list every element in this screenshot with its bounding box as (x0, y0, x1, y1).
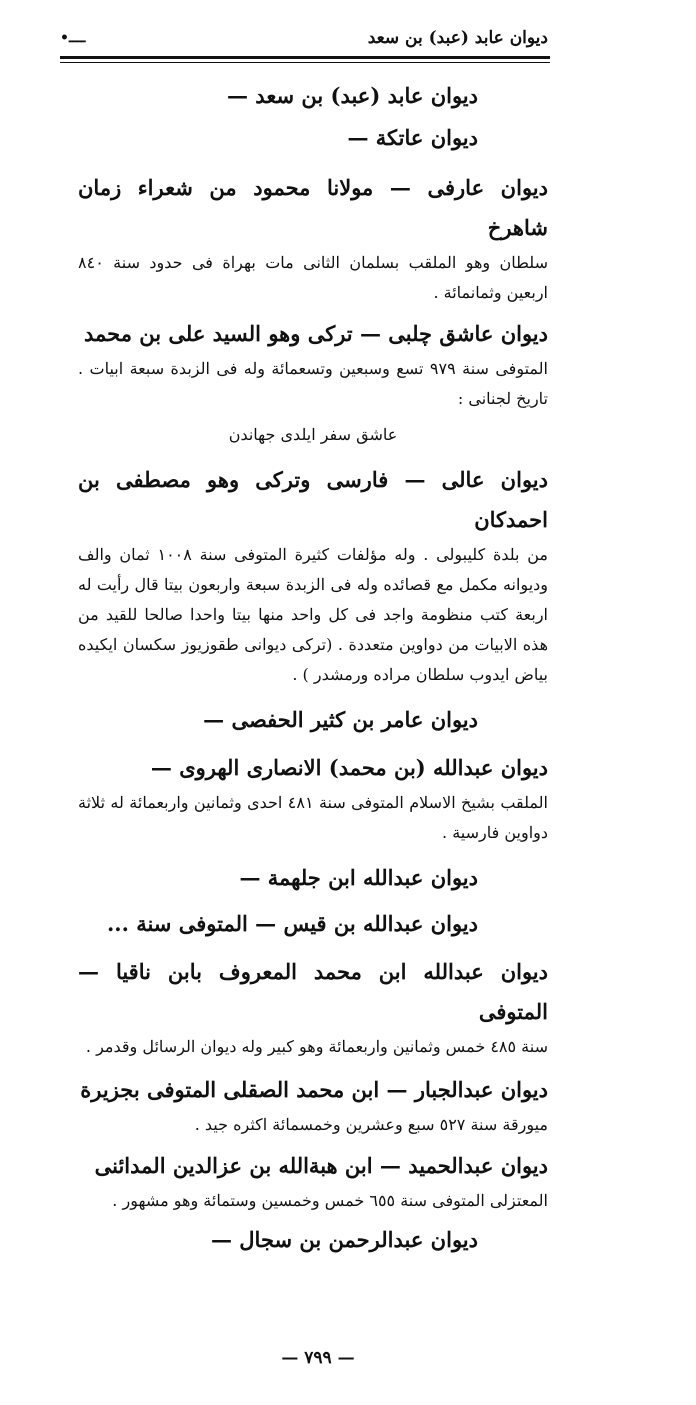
entry-body: ميورقة سنة ٥٢٧ سبع وعشرين وخمسمائة اكثره جيد . (194, 1115, 548, 1134)
entry-title: ديوان عبدالله بن قيس — المتوفى سنة ... (106, 911, 478, 936)
entry-title: ديوان عاتكة — (347, 125, 478, 150)
entry-title: ديوان عبدالرحمن بن سجال — (210, 1227, 478, 1252)
entry-title: ديوان عبدالجبار — ابن محمد الصقلى المتوفى بجزيرة (80, 1077, 548, 1102)
header-title: ديوان عابد (عبد) بن سعد (367, 28, 548, 48)
verse-line: عاشق سفر ايلدى جهاندن (228, 425, 398, 444)
entry-body: سنة ٤٨٥ خمس وثمانين واربعمائة وهو كبير وله ديوان الرسائل وقدمر . (85, 1037, 548, 1056)
entry-body: الملقب بشيخ الاسلام المتوفى سنة ٤٨١ احدى وثمانين واربعمائة له ثلاثة دواوين فارسية . (78, 793, 549, 842)
entry-5 (78, 460, 548, 690)
entry-title: ديوان عبدالله (بن محمد) الانصارى الهروى — (150, 755, 548, 780)
entry-6 (78, 700, 548, 740)
header-rule-thick (60, 56, 550, 59)
entry-8 (78, 858, 548, 898)
entry-title: ديوان عالى — فارسى وتركى وهو مصطفى بن احمدكان (78, 467, 548, 532)
entry-title: ديوان عامر بن كثير الحفصى — (203, 707, 478, 732)
entries-column (78, 76, 548, 1260)
entry-body: المتوفى سنة ٩٧٩ تسع وسبعين وتسعمائة وله فى الزبدة سبعة ابيات . تاريخ لجنانى : (78, 359, 548, 408)
entry-title: ديوان عبدالحميد — ابن هبةالله بن عزالدين المدائنى (94, 1153, 548, 1178)
entry-body: سلطان وهو الملقب بسلمان الثانى مات بهراة فى حدود سنة ٨٤٠ اربعين وثمانمائة . (78, 253, 548, 302)
entry-10 (78, 952, 548, 1062)
entry-11 (78, 1070, 548, 1140)
entry-title: ديوان عابد (عبد) بن سعد — (227, 83, 478, 108)
header-rule-thin (60, 62, 550, 63)
entry-9 (78, 904, 548, 944)
page-number: — ٧٩٩ — (281, 1348, 355, 1368)
entry-1 (78, 76, 548, 116)
entry-13 (78, 1220, 548, 1260)
running-header (60, 28, 548, 52)
entry-title: ديوان عارفى — مولانا محمود من شعراء زمان شاهرخ (78, 175, 548, 240)
entry-title: ديوان عبدالله ابن محمد المعروف بابن ناقيا — المتوفى (78, 959, 548, 1024)
entry-title: ديوان عاشق چلبى — تركى وهو السيد على بن محمد (83, 321, 548, 346)
entry-3 (78, 168, 548, 308)
entry-12 (78, 1146, 548, 1216)
entry-body: المعتزلى المتوفى سنة ٦٥٥ خمس وخمسين وستمائة وهو مشهور . (112, 1191, 548, 1210)
entry-4 (78, 314, 548, 452)
entry-body: من بلدة كليبولى . وله مؤلفات كثيرة المتوفى سنة ١٠٠٨ ثمان والف وديوانه مكمل مع قصائده وله فى الزبدة سبعة واربعون بيتا قال رأيت له اربعة كتب منظومة واجد فى كل واحد منها بيتا واحدا صالحا للقيد من هذه الابيات من دواوين متعددة . (تركى ديوانى طقوزيوز سكسان ايكيده بياض ايدوب سلطان مراده ورمشدر ) . (78, 545, 548, 684)
header-ornament: •ــــ (60, 30, 86, 46)
entry-title: ديوان عبدالله ابن جلهمة — (239, 865, 478, 890)
entry-2 (78, 118, 548, 158)
entry-7 (78, 748, 548, 848)
